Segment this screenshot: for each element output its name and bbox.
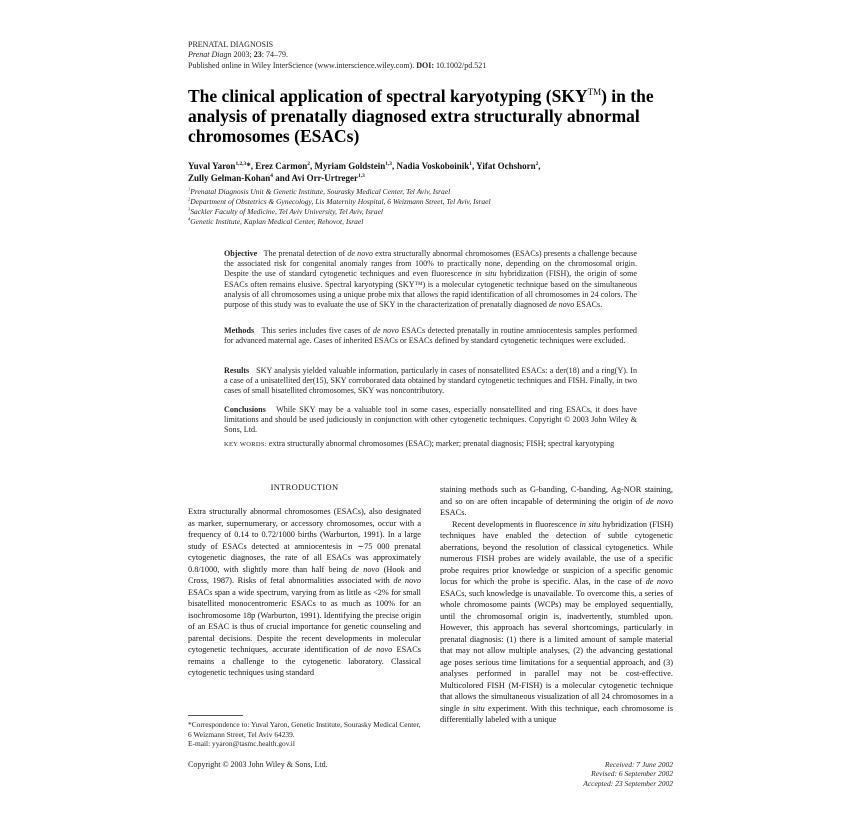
citation-pages: : 74–79. — [261, 50, 288, 59]
affiliation-text: Genetic Institute, Kaplan Medical Center, Rehovot, Israel — [190, 217, 364, 226]
body-text: ESACs. — [440, 508, 467, 517]
author-name: Avi Orr-Urtreger — [291, 173, 359, 183]
published-prefix: Published online in Wiley InterScience (www.interscience.wiley.com). — [188, 61, 417, 70]
body-text: Extra structurally abnormal chromosomes (ESACs), also designated as marker, supernumerary, or accessory chromosomes, occur with a frequency of 0.14 to 0.72/1000 births (Warburton, 1991). In a large study of ESACs detected at amniocentesis in ∼75 000 prenatal cytogenetic diagnoses, the rate of all ESACs was approximately 0.8/1000, with slightly more than half being — [188, 507, 421, 574]
body-text: experiment. With this technique, each chromosome is differentially labeled with a unique — [440, 703, 673, 724]
citation-volume: 23 — [253, 50, 262, 59]
author-name: Nadia Voskoboinik — [396, 161, 470, 171]
published-line — [188, 61, 486, 71]
results-label: Results — [224, 366, 250, 375]
affiliation-number: 2 — [188, 196, 191, 202]
affiliation — [188, 187, 491, 197]
copyright-notice: Copyright © 2003 John Wiley & Sons, Ltd. — [188, 760, 328, 769]
conclusions-text: While SKY may be a valuable tool in some cases, especially nonsatellited and ring ESACs, it does have limitations and should be used judiciously in conjunction with other cytogenetic techniques. Copyright © 2003 John Wiley & Sons, Ltd. — [224, 405, 637, 435]
author-affiliation-marker: 2 — [307, 161, 310, 167]
affiliation — [188, 207, 491, 217]
objective-text: ESACs. — [574, 300, 603, 310]
title-part1: The clinical application of spectral karyotyping (SKY — [188, 86, 588, 106]
author-affiliation-marker: 1,3 — [385, 161, 392, 167]
body-column-right — [440, 484, 673, 726]
journal-name: PRENATAL DIAGNOSIS — [188, 40, 274, 49]
methods-italic: de novo — [372, 326, 399, 335]
methods-text: This series includes five cases of — [261, 326, 373, 335]
affiliation-number: 1 — [188, 186, 191, 192]
abstract-objective — [224, 249, 637, 310]
body-text: staining methods such as G-banding, C-banding, Ag-NOR staining, and so on are often incapable of determining the origin of — [440, 485, 673, 506]
manuscript-dates — [520, 760, 673, 788]
affiliation-number: 4 — [188, 216, 191, 222]
author-separator: , — [392, 161, 397, 171]
conclusions-label: Conclusions — [224, 405, 266, 414]
author-name: Yuval Yaron — [188, 161, 236, 171]
body-italic: de novo — [364, 645, 393, 654]
author-line-2 — [188, 172, 688, 184]
affiliation — [188, 197, 491, 207]
affiliation-number: 3 — [188, 206, 191, 212]
citation-line — [188, 50, 288, 60]
author-name: Myriam Goldstein — [314, 161, 386, 171]
body-text: ESACs, such knowledge is unavailable. To overcome this, a series of whole chromosome paints (WCPs) may be employed sequentially, until the chromosomal origin is, inadvertently, stumbled upon. However, this approach has several shortcomings, particularly in prenatal diagnosis: (1) there is a limited amount of sample material that may not allow multiple analyses, (2) the advancing gestational age poses serious time limitations for a sequential approach, and (3) analyses performed in parallel may not be cost-effective. Multicolored FISH (M-FISH) is a molecular cytogenetic technique that allows the simultaneous visualization of all 24 chromosomes in a single — [440, 588, 673, 713]
body-italic: de novo — [351, 564, 380, 574]
date-accepted: Accepted: 23 September 2002 — [583, 778, 673, 788]
body-text: Recent developments in fluorescence — [452, 519, 580, 529]
author-separator: , — [310, 161, 315, 171]
affiliation-text: Prenatal Diagnosis Unit & Genetic Institute, Sourasky Medical Center, Tel Aviv, Israel — [190, 187, 451, 196]
keywords-text: extra structurally abnormal chromosomes (ESAC); marker; prenatal diagnosis; FISH; spectral karyotyping — [266, 439, 615, 448]
body-text: (Hook and Cross, 1987). Risks of fetal abnormalities associated with — [188, 564, 421, 585]
keywords — [224, 439, 637, 450]
body-italic: de novo — [645, 577, 673, 586]
doi-value: 10.1002/pd.521 — [433, 61, 487, 70]
author-separator: , — [538, 161, 541, 171]
body-text: ESACs span a wide spectrum, varying from as little as <2% for small bisatellited monocentromeric ESACs to as much as 100% for an isochromosome 18p (Warburton, 1991). Identifying the precise origin of an ESAC is thus of crucial importance for genetic counseling and parental decisions. Despite the recent developments in molecular cytogenetic techniques, accurate identification of — [188, 587, 421, 654]
body-text: hybridization (FISH) techniques have enabled the detection of subtle cytogenetic aberrations, beyond the resolution of classical cytogenetics. While numerous FISH probes are widely available, the use of a specific probe requires prior knowledge or suspicion of a specific genomic locus for which the probe is specific. Alas, in the case of — [440, 519, 674, 586]
footnote-email: E-mail: yyaron@tasmc.health.gov.il — [188, 739, 295, 749]
title-trademark: TM — [587, 87, 602, 98]
abstract-conclusions — [224, 405, 637, 436]
correspondence-footnote — [188, 720, 421, 749]
objective-italic: de novo — [347, 249, 373, 258]
date-revised: Revised: 6 September 2002 — [591, 769, 673, 779]
author-name: Zully Gelman-Kohan — [188, 173, 271, 183]
body-italic: in situ — [579, 519, 601, 529]
objective-label: Objective — [224, 249, 258, 258]
affiliation — [188, 217, 491, 227]
author-name: Yifat Ochshorn — [476, 161, 536, 171]
author-affiliation-marker: 2 — [535, 161, 539, 167]
article-title — [188, 86, 688, 146]
author-line-1 — [188, 160, 688, 172]
objective-text: extra structurally abnormal chromosomes (ESACs) presents a challenge because the associated risk for congenital anomaly ranges from 100% to practically none, depending on the chromosomal origin. Despite the use of standard cytogenetic techniques and even fluorescence — [224, 249, 637, 279]
introduction-heading: INTRODUCTION — [270, 482, 339, 492]
body-text: ESACs remains a challenge to the cytogenetic laboratory. Classical cytogenetic techniques using standard — [188, 645, 421, 677]
objective-italic: de novo — [548, 300, 575, 310]
abstract-results — [224, 366, 637, 397]
author-affiliation-marker: 1 — [469, 161, 472, 167]
date-received: Received: 7 June 2002 — [604, 760, 673, 769]
doi-label: DOI: — [416, 61, 434, 70]
body-column-left — [188, 506, 421, 679]
author-list — [188, 160, 688, 184]
objective-text: hybridization (FISH), the origin of some ESACs often remains elusive. Spectral karyotyping (SKY™) is a molecular cytogenetic technique based on the simultaneous analysis of all chromosomes using a unique probe mix that allows the rapid identification of all chromosomes in 24 colors. The purpose of this study was to evaluate the use of SKY in the characterization of prenatally diagnosed — [224, 269, 637, 310]
objective-italic: in situ — [475, 269, 497, 279]
author-separator: *, — [246, 161, 256, 171]
author-name: Erez Carmon — [255, 161, 308, 171]
author-affiliation-marker: 4 — [270, 173, 273, 179]
author-affiliation-marker: 1,3 — [358, 173, 365, 179]
methods-text: ESACs detected prenatally in routine amniocentesis samples performed for advanced maternal age. Cases of inherited ESACs or ESACs defined by standard cytogenetic techniques were excluded. — [224, 326, 637, 346]
author-separator: and — [272, 173, 292, 183]
body-italic: de novo — [645, 496, 673, 506]
author-separator: , — [472, 161, 477, 171]
footnote-rule — [188, 715, 243, 716]
affiliation-list — [188, 187, 491, 227]
keywords-label: KEY WORDS: — [224, 441, 267, 448]
affiliation-text: Sackler Faculty of Medicine, Tel Aviv University, Tel Aviv, Israel — [190, 207, 383, 216]
footnote-correspondence: *Correspondence to: Yuval Yaron, Genetic Institute, Sourasky Medical Center, 6 Weizmann Street, Tel Aviv 64239. — [188, 720, 421, 739]
affiliation-text: Department of Obstetrics & Gynecology, Lis Maternity Hospital, 6 Weizmann Street, Tel Aviv, Israel — [190, 197, 491, 206]
abstract-methods — [224, 326, 637, 346]
objective-text: The prenatal detection of — [263, 249, 348, 258]
citation-journal: Prenat Diagn — [188, 50, 232, 59]
title-part2: ) in the analysis of prenatally diagnosed extra structurally abnormal chromosomes (ESACs) — [188, 86, 654, 146]
results-text: SKY analysis yielded valuable information, particularly in cases of nonsatellited ESACs: a der(18) and a ring(Y). In a case of a unisatellited der(15), SKY corroborated data obtained by standard cytogenetic techniques and FISH. Finally, in two cases of small bisatellited chromosomes, SKY was noncontributory. — [224, 366, 637, 396]
citation-year: 2003; — [231, 50, 254, 59]
body-italic: de novo — [393, 576, 421, 585]
body-italic: in situ — [463, 703, 485, 713]
author-affiliation-marker: 1,2,3 — [235, 161, 247, 167]
methods-label: Methods — [224, 326, 255, 335]
